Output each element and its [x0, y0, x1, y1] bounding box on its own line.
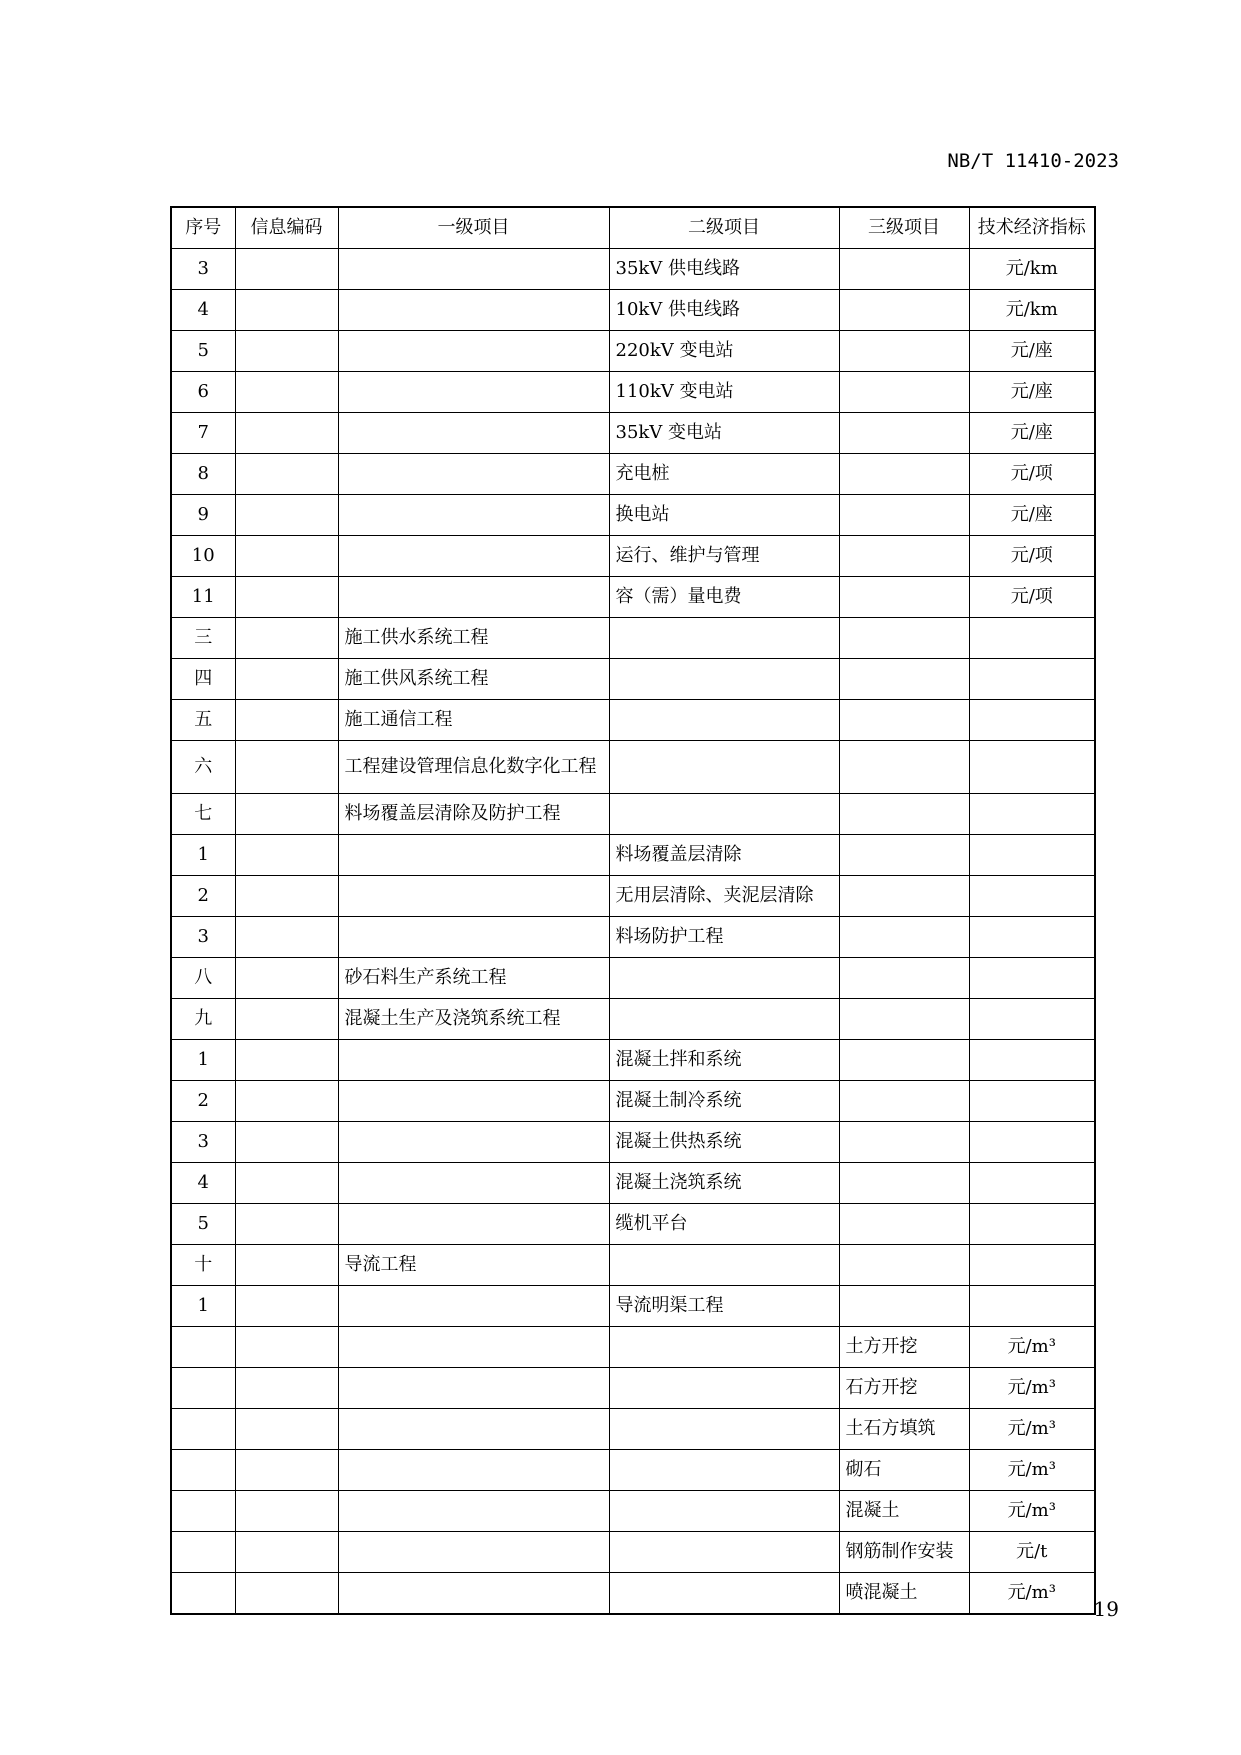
cell-unit: 元/m³: [969, 1573, 1095, 1615]
cell-level2: [609, 794, 839, 835]
cell-code: [235, 917, 338, 958]
cell-unit: 元/项: [969, 454, 1095, 495]
cell-seq: 4: [171, 290, 235, 331]
cell-level1: 料场覆盖层清除及防护工程: [338, 794, 609, 835]
cell-unit: [969, 794, 1095, 835]
cell-level1: [338, 577, 609, 618]
cell-level3: [839, 618, 969, 659]
cell-seq: 十: [171, 1245, 235, 1286]
cell-unit: [969, 958, 1095, 999]
cell-level3: 土方开挖: [839, 1327, 969, 1368]
cell-seq: [171, 1532, 235, 1573]
cell-level2: [609, 741, 839, 794]
cell-seq: 7: [171, 413, 235, 454]
cell-seq: 六: [171, 741, 235, 794]
cell-unit: 元/座: [969, 372, 1095, 413]
cell-level1: [338, 290, 609, 331]
cell-level2: 混凝土制冷系统: [609, 1081, 839, 1122]
cell-level3: [839, 1245, 969, 1286]
table-row: [171, 1286, 1095, 1327]
cell-unit: 元/项: [969, 536, 1095, 577]
cell-code: [235, 741, 338, 794]
table-row: [171, 1368, 1095, 1409]
table-row: [171, 876, 1095, 917]
cell-seq: 3: [171, 249, 235, 290]
cell-level2: 导流明渠工程: [609, 1286, 839, 1327]
cell-level1: [338, 1491, 609, 1532]
cell-seq: [171, 1491, 235, 1532]
cell-level1: [338, 917, 609, 958]
table-header-row: [171, 207, 1095, 249]
cell-seq: 1: [171, 1286, 235, 1327]
cell-level1: 施工供风系统工程: [338, 659, 609, 700]
cell-unit: 元/m³: [969, 1491, 1095, 1532]
cell-level2: 无用层清除、夹泥层清除: [609, 876, 839, 917]
cell-unit: 元/m³: [969, 1327, 1095, 1368]
cell-seq: 4: [171, 1163, 235, 1204]
column-header-index: 技术经济指标: [969, 207, 1095, 249]
cell-level3: [839, 741, 969, 794]
cell-level2: [609, 1450, 839, 1491]
cell-seq: 3: [171, 1122, 235, 1163]
standard-number: NB/T 11410-2023: [947, 150, 1119, 172]
column-header-level1: 一级项目: [338, 207, 609, 249]
cell-code: [235, 1409, 338, 1450]
table-row: [171, 1163, 1095, 1204]
cell-seq: 3: [171, 917, 235, 958]
cell-seq: [171, 1327, 235, 1368]
cell-level1: [338, 1122, 609, 1163]
page-number: 19: [1093, 1597, 1119, 1621]
cell-level3: [839, 1204, 969, 1245]
cell-level3: [839, 372, 969, 413]
cell-level1: [338, 1081, 609, 1122]
cell-level1: [338, 1573, 609, 1615]
cell-code: [235, 1163, 338, 1204]
cell-code: [235, 454, 338, 495]
cell-unit: [969, 618, 1095, 659]
cell-code: [235, 1491, 338, 1532]
cell-level2: 混凝土浇筑系统: [609, 1163, 839, 1204]
table-row: [171, 1327, 1095, 1368]
cell-level1: [338, 454, 609, 495]
cell-unit: 元/座: [969, 495, 1095, 536]
cell-level3: [839, 700, 969, 741]
cell-seq: 四: [171, 659, 235, 700]
cell-seq: 11: [171, 577, 235, 618]
cell-seq: [171, 1409, 235, 1450]
cell-level2: 运行、维护与管理: [609, 536, 839, 577]
cell-level2: [609, 958, 839, 999]
column-header-level3: 三级项目: [839, 207, 969, 249]
table-row: [171, 835, 1095, 876]
cell-level2: [609, 1491, 839, 1532]
cell-level2: [609, 1532, 839, 1573]
cell-level3: [839, 1040, 969, 1081]
cell-seq: 8: [171, 454, 235, 495]
cell-level1: [338, 495, 609, 536]
cell-level2: 缆机平台: [609, 1204, 839, 1245]
cell-level3: [839, 794, 969, 835]
cell-level3: [839, 1122, 969, 1163]
cell-level3: [839, 290, 969, 331]
cell-code: [235, 1245, 338, 1286]
cell-level3: [839, 331, 969, 372]
cell-level3: [839, 249, 969, 290]
cell-seq: 2: [171, 876, 235, 917]
cell-level3: [839, 876, 969, 917]
cell-level3: [839, 495, 969, 536]
cell-unit: 元/km: [969, 290, 1095, 331]
table-row: [171, 700, 1095, 741]
cell-level2: [609, 700, 839, 741]
cell-seq: 2: [171, 1081, 235, 1122]
cell-level1: [338, 1368, 609, 1409]
cell-level2: 110kV 变电站: [609, 372, 839, 413]
cell-level2: 35kV 供电线路: [609, 249, 839, 290]
table-row: [171, 331, 1095, 372]
cell-seq: 1: [171, 1040, 235, 1081]
cell-level1: [338, 536, 609, 577]
cell-seq: 三: [171, 618, 235, 659]
cell-unit: [969, 659, 1095, 700]
cost-index-table: [170, 206, 1096, 1615]
cell-unit: [969, 1122, 1095, 1163]
cell-unit: [969, 1163, 1095, 1204]
table-row: [171, 794, 1095, 835]
cell-level3: [839, 958, 969, 999]
cell-unit: [969, 1081, 1095, 1122]
cell-seq: 6: [171, 372, 235, 413]
table-row: [171, 958, 1095, 999]
cell-level3: 喷混凝土: [839, 1573, 969, 1615]
cell-code: [235, 958, 338, 999]
cell-level1: [338, 835, 609, 876]
cell-level1: 工程建设管理信息化数字化工程: [338, 741, 609, 794]
cell-level1: [338, 249, 609, 290]
cell-unit: 元/km: [969, 249, 1095, 290]
cell-level3: 砌石: [839, 1450, 969, 1491]
table-row: [171, 1450, 1095, 1491]
cell-code: [235, 1204, 338, 1245]
table-row: [171, 536, 1095, 577]
cell-unit: [969, 917, 1095, 958]
cell-unit: [969, 1040, 1095, 1081]
cell-unit: [969, 835, 1095, 876]
cell-unit: 元/座: [969, 331, 1095, 372]
table-row: [171, 372, 1095, 413]
table-row: [171, 917, 1095, 958]
table-body: [171, 249, 1095, 1615]
cell-level1: [338, 1450, 609, 1491]
cell-unit: 元/座: [969, 413, 1095, 454]
cell-level1: [338, 1409, 609, 1450]
cell-level1: [338, 1040, 609, 1081]
cell-level2: 220kV 变电站: [609, 331, 839, 372]
cell-level2: [609, 659, 839, 700]
cell-level1: [338, 1204, 609, 1245]
cell-code: [235, 999, 338, 1040]
table-row: [171, 1409, 1095, 1450]
cell-unit: 元/m³: [969, 1409, 1095, 1450]
table-row: [171, 1245, 1095, 1286]
cell-level3: [839, 1081, 969, 1122]
cell-level1: [338, 1327, 609, 1368]
table-row: [171, 1204, 1095, 1245]
cell-level2: 料场防护工程: [609, 917, 839, 958]
cell-level3: [839, 577, 969, 618]
cell-level2: 容（需）量电费: [609, 577, 839, 618]
cell-seq: 5: [171, 331, 235, 372]
cell-level2: [609, 1409, 839, 1450]
cell-code: [235, 700, 338, 741]
column-header-code: 信息编码: [235, 207, 338, 249]
cell-level2: 充电桩: [609, 454, 839, 495]
cell-code: [235, 794, 338, 835]
cell-level3: [839, 413, 969, 454]
cell-level2: [609, 618, 839, 659]
cell-code: [235, 1122, 338, 1163]
cell-code: [235, 659, 338, 700]
cell-level3: [839, 454, 969, 495]
cell-code: [235, 1450, 338, 1491]
table-row: [171, 1532, 1095, 1573]
cell-unit: 元/m³: [969, 1450, 1095, 1491]
cell-unit: 元/项: [969, 577, 1095, 618]
cell-level2: [609, 1245, 839, 1286]
cell-level2: 混凝土拌和系统: [609, 1040, 839, 1081]
column-header-seq: 序号: [171, 207, 235, 249]
cell-seq: [171, 1450, 235, 1491]
cell-seq: [171, 1573, 235, 1615]
cell-level2: 换电站: [609, 495, 839, 536]
table-row: [171, 454, 1095, 495]
cell-level3: [839, 659, 969, 700]
cell-code: [235, 413, 338, 454]
cell-level1: 混凝土生产及浇筑系统工程: [338, 999, 609, 1040]
table-row: [171, 577, 1095, 618]
cell-code: [235, 1040, 338, 1081]
cell-level2: 35kV 变电站: [609, 413, 839, 454]
cell-level1: 施工通信工程: [338, 700, 609, 741]
cell-level3: [839, 917, 969, 958]
cell-seq: 10: [171, 536, 235, 577]
cell-level3: [839, 1163, 969, 1204]
cell-seq: 五: [171, 700, 235, 741]
table-row: [171, 741, 1095, 794]
table-row: [171, 1122, 1095, 1163]
cell-level1: [338, 331, 609, 372]
cell-level2: [609, 1573, 839, 1615]
cell-level1: [338, 1532, 609, 1573]
cell-level3: [839, 1286, 969, 1327]
cell-level2: [609, 999, 839, 1040]
cell-unit: 元/t: [969, 1532, 1095, 1573]
cell-code: [235, 1532, 338, 1573]
cell-level2: 混凝土供热系统: [609, 1122, 839, 1163]
cell-code: [235, 536, 338, 577]
cell-code: [235, 249, 338, 290]
cell-code: [235, 1573, 338, 1615]
cell-level1: 施工供水系统工程: [338, 618, 609, 659]
cell-level3: [839, 835, 969, 876]
cell-seq: 1: [171, 835, 235, 876]
cell-seq: 9: [171, 495, 235, 536]
cell-level2: 10kV 供电线路: [609, 290, 839, 331]
table-row: [171, 618, 1095, 659]
column-header-level2: 二级项目: [609, 207, 839, 249]
cell-level3: 钢筋制作安装: [839, 1532, 969, 1573]
cell-code: [235, 835, 338, 876]
cell-code: [235, 876, 338, 917]
cell-code: [235, 1286, 338, 1327]
cell-unit: [969, 999, 1095, 1040]
cell-unit: [969, 700, 1095, 741]
cell-code: [235, 1081, 338, 1122]
table-row: [171, 999, 1095, 1040]
cell-seq: 七: [171, 794, 235, 835]
table-row: [171, 413, 1095, 454]
cell-level3: 石方开挖: [839, 1368, 969, 1409]
cell-level2: [609, 1327, 839, 1368]
cell-unit: [969, 1245, 1095, 1286]
cell-code: [235, 1368, 338, 1409]
cell-level1: 导流工程: [338, 1245, 609, 1286]
cell-level2: 料场覆盖层清除: [609, 835, 839, 876]
cell-seq: [171, 1368, 235, 1409]
table-row: [171, 1573, 1095, 1615]
cell-level1: 砂石料生产系统工程: [338, 958, 609, 999]
table-row: [171, 1081, 1095, 1122]
cell-code: [235, 372, 338, 413]
cell-code: [235, 290, 338, 331]
cell-unit: [969, 1204, 1095, 1245]
table-row: [171, 1491, 1095, 1532]
cell-seq: 5: [171, 1204, 235, 1245]
cell-code: [235, 1327, 338, 1368]
cell-unit: [969, 1286, 1095, 1327]
cell-level3: [839, 536, 969, 577]
cell-unit: 元/m³: [969, 1368, 1095, 1409]
cell-level3: 土石方填筑: [839, 1409, 969, 1450]
cell-level3: [839, 999, 969, 1040]
table-row: [171, 290, 1095, 331]
cell-level1: [338, 413, 609, 454]
table-row: [171, 495, 1095, 536]
cell-code: [235, 331, 338, 372]
cell-level2: [609, 1368, 839, 1409]
table-row: [171, 659, 1095, 700]
cell-code: [235, 495, 338, 536]
cell-level1: [338, 1286, 609, 1327]
cell-level1: [338, 1163, 609, 1204]
cell-unit: [969, 876, 1095, 917]
cell-level1: [338, 876, 609, 917]
cell-code: [235, 618, 338, 659]
cell-unit: [969, 741, 1095, 794]
table-row: [171, 1040, 1095, 1081]
table-row: [171, 249, 1095, 290]
cell-level1: [338, 372, 609, 413]
cell-code: [235, 577, 338, 618]
cell-seq: 八: [171, 958, 235, 999]
cell-seq: 九: [171, 999, 235, 1040]
cell-level3: 混凝土: [839, 1491, 969, 1532]
